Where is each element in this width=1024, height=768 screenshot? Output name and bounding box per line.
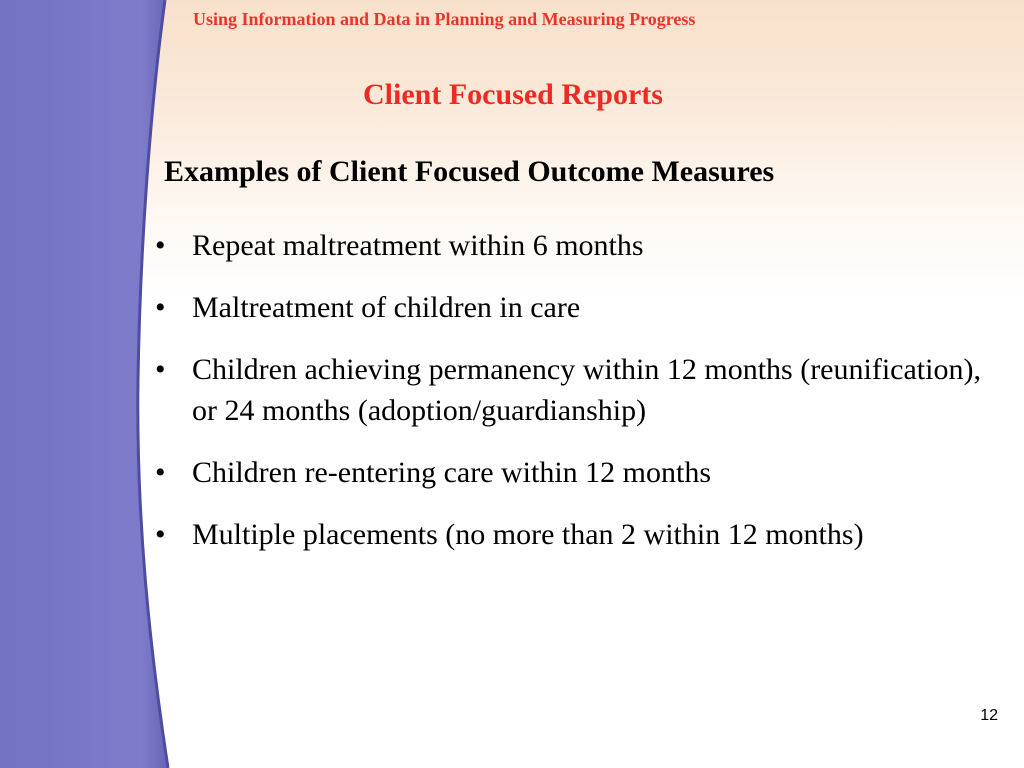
bullet-text: Children re-entering care within 12 months <box>192 456 712 489</box>
bullet-marker: • <box>155 229 166 262</box>
bullet-marker: • <box>155 518 166 551</box>
bullet-item <box>155 225 995 266</box>
bullet-text: Repeat maltreatment within 6 months <box>192 229 644 262</box>
bullet-item <box>155 349 995 431</box>
slide-title <box>0 78 1024 112</box>
bullet-item <box>155 452 995 493</box>
bullet-text: Children achieving permanency within 12 months (reunification), or 24 months (adoption/guardianship) <box>192 353 981 427</box>
section-subtitle: Examples of Client Focused Outcome Measures <box>164 155 775 188</box>
bullet-item <box>155 287 995 328</box>
bullet-text: Multiple placements (no more than 2 within 12 months) <box>192 518 864 551</box>
bullet-marker: • <box>155 291 166 324</box>
page-number: 12 <box>980 707 998 724</box>
bullet-list <box>155 225 995 576</box>
bullet-item <box>155 514 995 555</box>
bullet-marker: • <box>155 353 166 386</box>
bullet-text: Maltreatment of children in care <box>192 291 581 324</box>
bullet-marker: • <box>155 456 166 489</box>
presentation-header: Using Information and Data in Planning and Measuring Progress <box>193 9 696 29</box>
slide-title-text: Client Focused Reports <box>363 78 663 111</box>
